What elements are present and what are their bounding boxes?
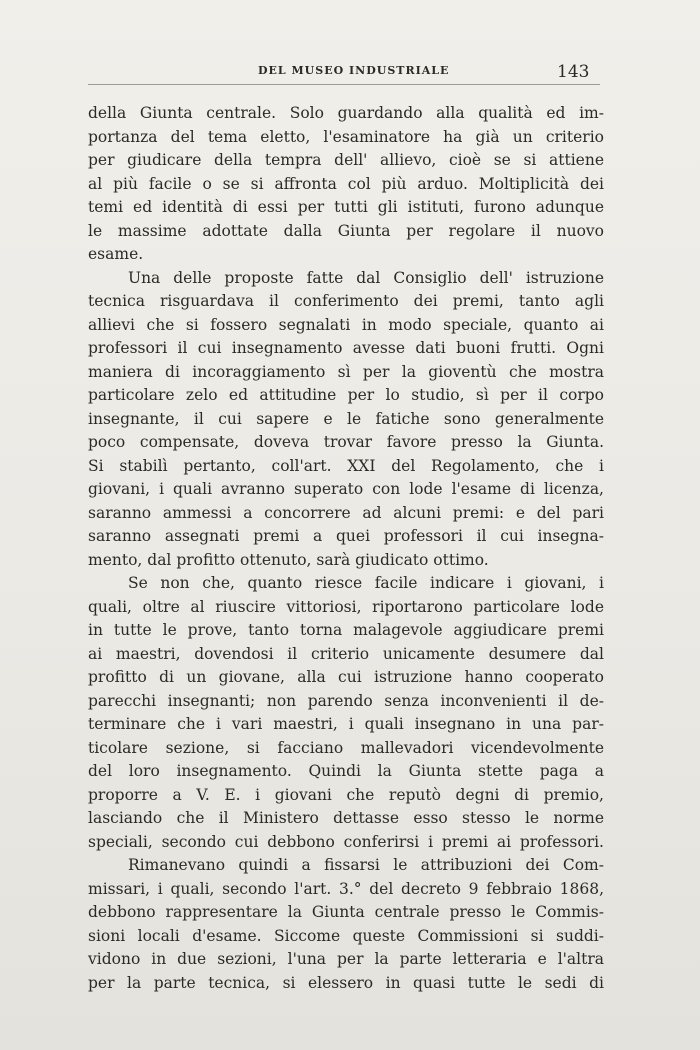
text-line: Se non che, quanto riesce facile indicare i giovani, i <box>128 574 604 592</box>
text-line: ticolare sezione, si facciano mallevadori vicendevolmente <box>88 738 604 757</box>
text-line: professori il cui insegnamento avesse dati buoni frutti. Ogni <box>88 339 604 357</box>
text-line: vidono in due sezioni, l'una per la parte letteraria e l'altra <box>88 950 604 968</box>
page-header <box>0 58 700 88</box>
text-line: lasciando che il Ministero dettasse esso stesso le norme <box>88 809 604 827</box>
text-line: terminare che i vari maestri, i quali insegnano in una par- <box>88 715 604 733</box>
text-line: per giudicare della tempra dell' allievo, cioè se si attiene <box>88 151 604 169</box>
text-line: ai maestri, dovendosi il criterio unicamente desumere dal <box>88 644 604 663</box>
text-line: parecchi insegnanti; non parendo senza inconvenienti il de- <box>88 691 604 710</box>
text-line: missari, i quali, secondo l'art. 3.° del decreto 9 febbraio 1868, <box>88 879 604 898</box>
text-line: quali, oltre al riuscire vittoriosi, riportarono particolare lode <box>88 597 604 616</box>
text-line: profitto di un giovane, alla cui istruzione hanno cooperato <box>88 668 604 686</box>
text-line: esame. <box>88 245 144 263</box>
text-line: poco compensate, doveva trovar favore presso la Giunta. <box>88 433 604 451</box>
text-line: insegnante, il cui sapere e le fatiche sono generalmente <box>88 409 604 428</box>
text-line: portanza del tema eletto, l'esaminatore ha già un criterio <box>88 127 604 146</box>
text-line: giovani, i quali avranno superato con lode l'esame di licenza, <box>88 480 604 498</box>
text-line: mento, dal profitto ottenuto, sarà giudicato ottimo. <box>88 550 489 569</box>
text-line: sioni locali d'esame. Siccome queste Commissioni si suddi- <box>88 926 604 945</box>
text-line: speciali, secondo cui debbono conferirsi i premi ai professori. <box>88 832 604 851</box>
text-line: debbono rappresentare la Giunta centrale presso le Commis- <box>88 903 604 921</box>
text-line: particolare zelo ed attitudine per lo studio, sì per il corpo <box>88 386 604 404</box>
text-line: Si stabilì pertanto, coll'art. XXI del Regolamento, che i <box>88 456 604 475</box>
text-line: tecnica risguardava il conferimento dei premi, tanto agli <box>88 292 604 310</box>
text-line: al più facile o se si affronta col più arduo. Moltiplicità dei <box>88 174 604 193</box>
text-line: in tutte le prove, tanto torna malagevole aggiudicare premi <box>88 621 604 639</box>
text-line: saranno ammessi a concorrere ad alcuni premi: e del pari <box>88 503 604 522</box>
text-line: per la parte tecnica, si elessero in quasi tutte le sedi di <box>88 973 604 992</box>
text-line: Rimanevano quindi a fissarsi le attribuzioni dei Com- <box>128 856 604 874</box>
text-line: maniera di incoraggiamento sì per la gioventù che mostra <box>88 362 604 381</box>
text-line: proporre a V. E. i giovani che reputò degni di premio, <box>88 785 604 804</box>
header-rule <box>88 84 600 85</box>
text-line: le massime adottate dalla Giunta per regolare il nuovo <box>88 221 604 240</box>
text-line: Una delle proposte fatte dal Consiglio dell' istruzione <box>128 268 604 287</box>
text-line: allievi che si fossero segnalati in modo speciale, quanto ai <box>88 315 604 334</box>
text-line: temi ed identità di essi per tutti gli istituti, furono adunque <box>88 198 604 216</box>
page-number: 143 <box>557 62 590 82</box>
text-line: della Giunta centrale. Solo guardando alla qualità ed im- <box>88 104 604 122</box>
body-text <box>88 102 604 995</box>
running-head: DEL MUSEO INDUSTRIALE <box>258 64 450 77</box>
text-line: del loro insegnamento. Quindi la Giunta stette paga a <box>88 762 604 780</box>
text-line: saranno assegnati premi a quei professori il cui insegna- <box>88 527 604 545</box>
